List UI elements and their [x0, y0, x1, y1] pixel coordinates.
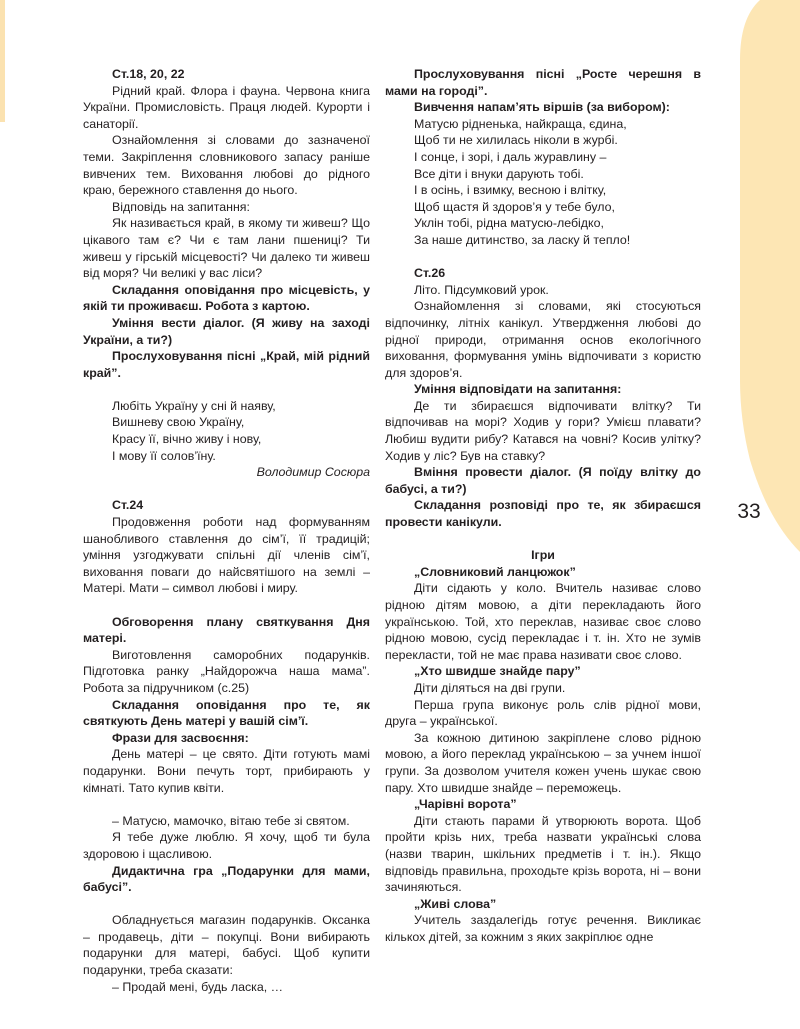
heading: Складання розповіді про те, як збираєшся провести канікули.	[385, 498, 701, 530]
spacer	[83, 481, 370, 498]
spacer	[385, 249, 701, 266]
spacer	[385, 531, 701, 548]
poem-line: Все діти і внуки дарують тобі.	[414, 166, 584, 181]
paragraph: Я тебе дуже люблю. Я хочу, щоб ти була здоровою і щасливою.	[83, 830, 370, 861]
heading: Ст.26	[414, 266, 446, 281]
paragraph: Ознайомлення зі словами, які стосуються відпочинку, літніх канікул. Утвердження любові до рідної природи, отримання основ екологічного виховання, формування умінь відпочивати з користю для здоров’я.	[385, 299, 701, 380]
left-column	[83, 66, 370, 995]
paragraph: – Матусю, мамочко, вітаю тебе зі святом.	[112, 813, 350, 828]
paragraph: Рідний край. Флора і фауна. Червона книга України. Промисловість. Праця людей. Курорти і санаторії.	[83, 83, 370, 131]
poem-line: І мову її солов’їну.	[112, 448, 216, 463]
spacer	[83, 896, 370, 913]
spacer	[83, 796, 370, 813]
poem-line: Уклін тобі, рідна матусю-лебідко,	[414, 216, 604, 231]
paragraph: Ознайомлення зі словами до зазначеної теми. Закріплення словникового запасу раніше вивчених тем. Виховання любові до рідного краю, бережного ставлення до нього.	[83, 133, 370, 198]
poem-author: Володимир Сосюра	[256, 465, 370, 480]
heading: Вміння провести діалог. (Я поїду влітку до бабусі, а ти?)	[385, 465, 701, 496]
paragraph: Обладнується магазин подарунків. Оксанка – продавець, діти – покупці. Вони вибирають подарунки для матері, бабусі. Щоб купити подарунки, треба сказати:	[83, 913, 370, 978]
heading: Фрази для засвоєння:	[112, 730, 249, 745]
spacer	[83, 597, 370, 614]
paragraph: Продовження роботи над формуванням шанобливого ставлення до сім’ї, її традицій; уміння узгоджувати спільні дії членів сім’ї, виховання поваги до найсвятішого на землі – Матері. Мати – символ любові і миру.	[83, 515, 370, 596]
paragraph: День матері – це свято. Діти готують мамі подарунки. Вони печуть торт, прибирають у кімнаті. Тато купив квіти.	[83, 747, 370, 795]
poem-line: І в осінь, і взимку, весною і влітку,	[414, 183, 607, 198]
left-edge-tab	[0, 0, 5, 122]
paragraph: Діти діляться на дві групи.	[414, 680, 566, 695]
paragraph: Як називається край, в якому ти живеш? Що цікавого там є? Чи є там лани пшениці? Ти живеш у гірській місцевості? Чи далеко ти живеш від моря? Чи великі у вас ліси?	[83, 216, 370, 281]
heading: Уміння вести діалог. (Я живу на заході України, а ти?)	[83, 315, 370, 347]
paragraph: Відповідь на запитання:	[112, 199, 250, 214]
heading: Обговорення плану святкування Дня матері.	[83, 614, 370, 646]
paragraph: Літо. Підсумковий урок.	[414, 282, 549, 297]
heading: „Чарівні ворота”	[414, 797, 517, 812]
paragraph: – Продай мені, будь ласка, …	[112, 979, 284, 994]
heading: „Словниковий ланцюжок”	[414, 564, 576, 579]
heading: Ст.24	[112, 498, 144, 513]
paragraph: Учитель заздалегідь готує речення. Викликає кількох дітей, за кожним з яких закріплює одне	[385, 913, 701, 944]
heading: Ст.18, 20, 22	[112, 67, 185, 81]
right-column	[385, 66, 701, 945]
heading: Дидактична гра „Подарунки для мами, бабусі”.	[83, 863, 370, 895]
paragraph: Перша група виконує роль слів рідної мови, друга – української.	[385, 697, 701, 729]
heading: Складання оповідання про місцевість, у якій ти проживаєш. Робота з картою.	[83, 282, 370, 314]
poem-line: Любіть Україну у сні й наяву,	[112, 398, 276, 413]
page-number: 33	[737, 500, 761, 523]
heading: Прослуховування пісні „Край, мій рідний край”.	[83, 349, 370, 380]
poem-line: Щоб ти не хилилась ніколи в журбі.	[414, 133, 618, 148]
heading: Складання оповідання про те, як святкують День матері у вашій сім’ї.	[83, 697, 370, 729]
paragraph: Де ти збираєшся відпочивати влітку? Ти відпочивав на морі? Ходив у гори? Умієш плавати? Любиш вудити рибу? Катався на човні? Косив улітку? Ходив у ліс? Був на ставку?	[385, 398, 701, 463]
poem-line: Красу її, вічно живу і нову,	[112, 432, 262, 447]
heading: Уміння відповідати на запитання:	[414, 382, 622, 397]
poem-line: Матусю рідненька, найкраща, єдина,	[414, 116, 627, 131]
paragraph: Діти сідають у коло. Вчитель називає слово рідною дітям мовою, а діти перекладають його українською. Той, хто переклав, називає своє слово рідною мовою, сусід перекладає і т. ін. Хто не зумів перекласти, той не має права називати своє слово.	[385, 581, 701, 662]
side-decor-shape	[740, 0, 800, 560]
heading: Ігри	[531, 548, 555, 563]
paragraph: За кожною дитиною закріплене слово рідною мовою, а його переклад українською – за учнем іншої групи. За дозволом учителя кожен учень шукає свою пару. Хто швидше знайде – переможець.	[385, 730, 701, 795]
heading: Прослуховування пісні „Росте черешня в мами на городі”.	[385, 67, 701, 98]
heading: „Хто швидше знайде пару”	[414, 664, 581, 679]
paragraph: Виготовлення саморобних подарунків. Підготовка ранку „Найдорожча наша мама”. Робота за підручником (с.25)	[83, 647, 370, 695]
poem-line: І сонце, і зорі, і даль журавлину –	[414, 149, 607, 164]
spacer	[83, 381, 370, 398]
heading: Вивчення напам’ять віршів (за вибором):	[414, 100, 670, 115]
poem-line: За наше дитинство, за ласку й тепло!	[414, 232, 631, 247]
heading: „Живі слова”	[414, 896, 497, 911]
poem-line: Щоб щастя й здоров’я у тебе було,	[414, 199, 615, 214]
poem-line: Вишневу свою Україну,	[112, 415, 245, 430]
paragraph: Діти стають парами й утворюють ворота. Щоб пройти крізь них, треба назвати українські слова (назви тварин, шкільних предметів і т. ін.). Якщо відповідь правильна, проходьте крізь ворота, ні – вони зачиняються.	[385, 813, 701, 895]
